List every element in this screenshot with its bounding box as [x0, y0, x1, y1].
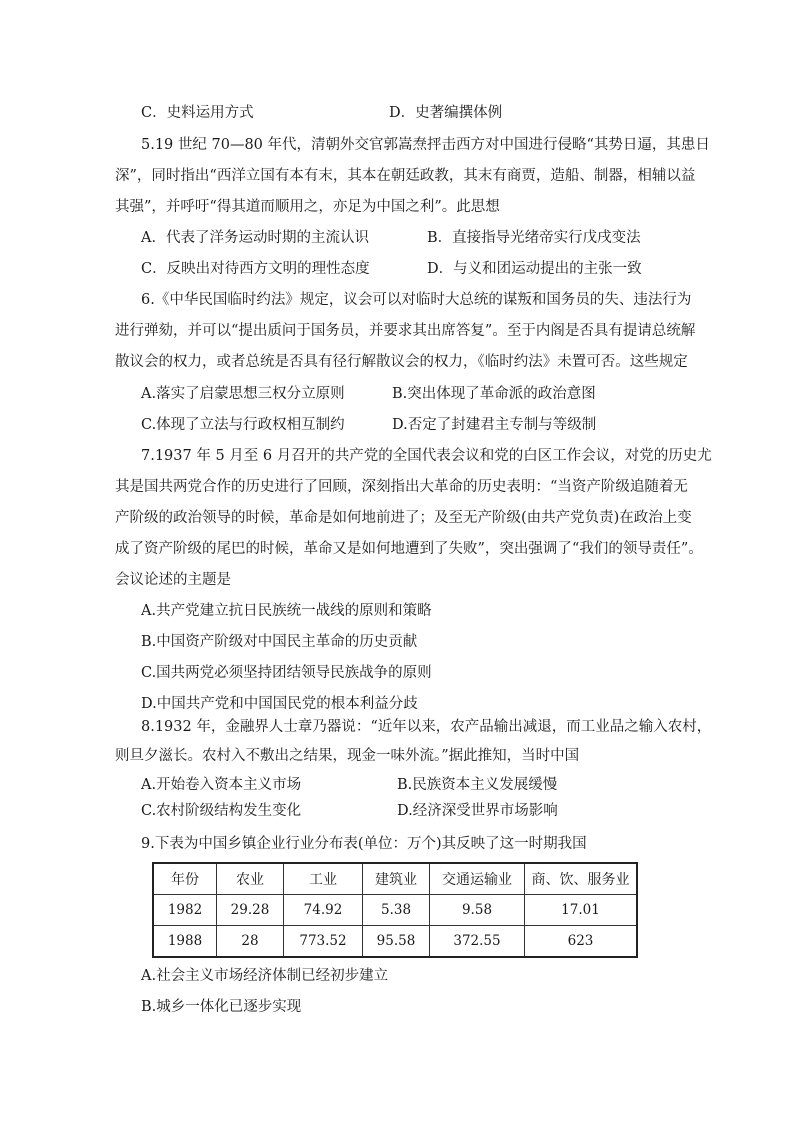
q9-option-a: A.社会主义市场经济体制已经初步建立 — [141, 968, 389, 984]
table-cell: 28 — [217, 926, 284, 958]
question-9-stem: 9.下表为中国乡镇企业行业分布表(单位：万个)其反映了这一时期我国 — [141, 836, 587, 852]
q7-option-c: C.国共两党必须坚持团结领导民族战争的原则 — [141, 665, 432, 681]
question-8-stem-line: 则旦夕滋长。农村入不敷出之结果，现金一味外流。”据此推知，当时中国 — [115, 748, 580, 764]
question-7-stem-line: 成了资产阶级的尾巴的时候，革命又是如何地遭到了失败”，突出强调了“我们的领导责任”。 — [115, 541, 703, 557]
table-row — [153, 926, 637, 958]
question-6-stem-line: 散议会的权力，或者总统是否具有径行解散议会的权力，《临时约法》未置可否。这些规定 — [115, 354, 688, 370]
table-cell: 29.28 — [217, 895, 284, 926]
table-header-cell: 建筑业 — [363, 863, 430, 895]
q5-option-d: D．与义和团运动提出的主张一致 — [427, 261, 642, 277]
question-6-stem-line: 进行弹劾，并可以“提出质问于国务员，并要求其出席答复”。至于内阁是否具有提请总统解 — [115, 323, 696, 339]
table-header-row — [153, 863, 637, 895]
q4-option-d: D．史著编撰体例 — [389, 105, 503, 121]
q7-option-a: A.共产党建立抗日民族统一战线的原则和策略 — [141, 603, 432, 619]
table-cell: 17.01 — [525, 895, 638, 926]
table-cell: 1988 — [153, 926, 217, 958]
q8-option-a: A.开始卷入资本主义市场 — [141, 777, 302, 793]
table-cell: 1982 — [153, 895, 217, 926]
table-cell: 95.58 — [363, 926, 430, 958]
question-7-stem-line: 会议论述的主题是 — [115, 572, 231, 588]
q5-option-a: A．代表了洋务运动时期的主流认识 — [141, 230, 369, 246]
table-cell: 74.92 — [284, 895, 363, 926]
table-cell: 5.38 — [363, 895, 430, 926]
table-cell: 9.58 — [430, 895, 525, 926]
question-5-stem-line: 其强”，并呼吁“得其道而顺用之，亦足为中国之利”。此思想 — [115, 199, 500, 215]
table-header-cell: 交通运输业 — [430, 863, 525, 895]
q6-option-a: A.落实了启蒙思想三权分立原则 — [141, 386, 345, 402]
question-5-stem-line: 5.19 世纪 70—80 年代，清朝外交官郭嵩焘抨击西方对中国进行侵略“其势日逼，其患日 — [141, 137, 710, 153]
question-8-stem-line: 8.1932 年，金融界人士章乃器说：“近年以来，农产品输出减退，而工业品之输入农村， — [141, 719, 712, 735]
table-cell: 372.55 — [430, 926, 525, 958]
q5-option-c: C．反映出对待西方文明的理性态度 — [141, 261, 370, 277]
q5-option-b: B．直接指导光绪帝实行戊戌变法 — [427, 230, 641, 246]
q9-option-b: B.城乡一体化已逐步实现 — [141, 999, 302, 1015]
table-header-cell: 工业 — [284, 863, 363, 895]
table-cell: 623 — [525, 926, 638, 958]
question-7-stem-line: 7.1937 年 5 月至 6 月召开的共产党的全国代表会议和党的白区工作会议，对党的历史尤 — [141, 448, 712, 464]
table-header-cell: 农业 — [217, 863, 284, 895]
q8-option-c: C.农村阶级结构发生变化 — [141, 803, 302, 819]
q8-option-b: B.民族资本主义发展缓慢 — [397, 777, 558, 793]
q6-option-b: B.突出体现了革命派的政治意图 — [392, 386, 596, 402]
q7-option-d: D.中国共产党和中国国民党的根本利益分歧 — [141, 696, 418, 712]
question-5-stem-line: 深”，同时指出“西洋立国有本有末，其本在朝廷政教，其末有商贾，造船、制器，相辅以益 — [115, 168, 696, 184]
q6-option-c: C.体现了立法与行政权相互制约 — [141, 417, 345, 433]
question-7-stem-line: 产阶级的政治领导的时候，革命是如何地前进了；及至无产阶级(由共产党负责)在政治上变 — [115, 510, 692, 526]
q4-option-c: C．史料运用方式 — [141, 105, 254, 121]
table-header-cell: 年份 — [153, 863, 217, 895]
question-7-stem-line: 其是国共两党合作的历史进行了回顾，深刻指出大革命的历史表明：“当资产阶级追随着无 — [115, 479, 688, 495]
enterprise-distribution-table — [152, 862, 638, 958]
q7-option-b: B.中国资产阶级对中国民主革命的历史贡献 — [141, 634, 418, 650]
table-header-cell: 商、饮、服务业 — [525, 863, 638, 895]
table-cell: 773.52 — [284, 926, 363, 958]
table-row — [153, 895, 637, 926]
q8-option-d: D.经济深受世界市场影响 — [397, 803, 558, 819]
q6-option-d: D.否定了封建君主专制与等级制 — [392, 417, 597, 433]
question-6-stem-line: 6.《中华民国临时约法》规定，议会可以对临时大总统的谋叛和国务员的失、违法行为 — [141, 292, 692, 308]
